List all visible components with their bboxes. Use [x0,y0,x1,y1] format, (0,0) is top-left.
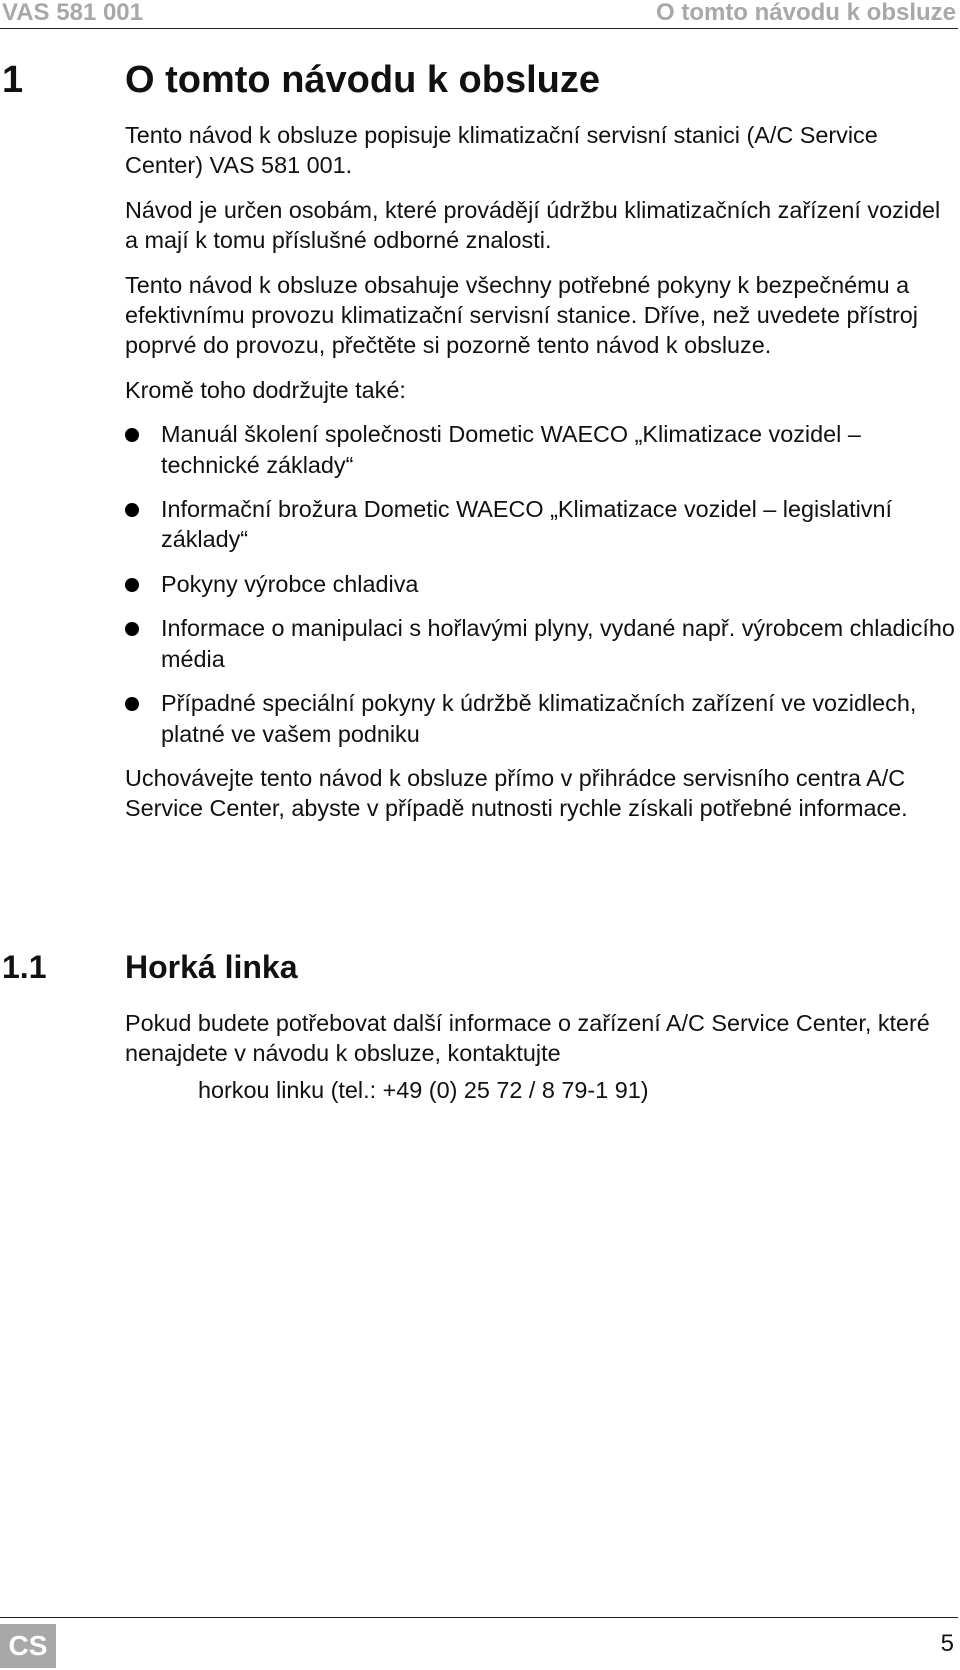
also-observe-paragraph: Kromě toho dodržujte také: [125,376,406,403]
list-item-text: Informační brožura Dometic WAECO „Klimatizace vozidel – legislativní základy“ [161,496,892,553]
hotline-number: horkou linku (tel.: +49 (0) 25 72 / 8 79-1 91) [198,1076,649,1103]
language-badge: CS [0,1624,56,1668]
list-item-text: Případné speciální pokyny k údržbě klimatizačních zařízení ve vozidlech, platné ve vašem podniku [161,690,917,747]
header-document-code: VAS 581 001 [2,0,143,26]
list-item [125,494,955,555]
list-item [125,688,955,749]
contents-paragraph: Tento návod k obsluze obsahuje všechny potřebné pokyny k bezpečnému a efektivnímu provozu klimatizační servisní stanice. Dříve, než uvedete přístroj poprvé do provozu, přečtěte si pozorně tento návod k obsluze. [125,271,919,359]
subsection-body [125,1008,955,1105]
hotline-paragraph: Pokud budete potřebovat další informace o zařízení A/C Service Center, které nenajdete v návodu k obsluze, kontaktujte [125,1010,930,1067]
bullet-list [125,419,955,749]
footer-divider [0,1617,958,1618]
bullet-dot-icon [125,622,139,636]
list-item [125,613,955,674]
page-footer [0,1617,958,1670]
page-number: 5 [940,1630,954,1657]
intro-paragraph: Tento návod k obsluze popisuje klimatizační servisní stanici (A/C Service Center) VAS 581 001. [125,122,878,179]
subsection-title: Horká linka [125,949,298,985]
section-title: O tomto návodu k obsluze [125,59,601,101]
closing-paragraph: Uchovávejte tento návod k obsluze přímo v přihrádce servisního centra A/C Service Center, abyste v případě nutnosti rychle získali potřebné informace. [125,764,908,822]
subsection-number: 1.1 [2,949,47,985]
bullet-dot-icon [125,428,139,442]
page-header [0,0,958,29]
header-divider [0,28,958,29]
list-item-text: Informace o manipulaci s hořlavými plyny, vydané např. výrobcem chladicího média [161,615,955,672]
bullet-dot-icon [125,503,139,517]
list-item-text: Pokyny výrobce chladiva [161,570,419,597]
section-body [125,120,955,838]
list-item-text: Manuál školení společnosti Dometic WAECO „Klimatizace vozidel – technické základy“ [161,421,861,478]
section-number: 1 [2,59,24,101]
list-item [125,419,955,480]
list-item [125,569,955,599]
header-chapter-title: O tomto návodu k obsluze [655,0,956,26]
bullet-dot-icon [125,578,139,592]
audience-paragraph: Návod je určen osobám, které provádějí údržbu klimatizačních zařízení vozidel a mají k tomu příslušné odborné znalosti. [125,196,941,254]
bullet-dot-icon [125,697,139,711]
